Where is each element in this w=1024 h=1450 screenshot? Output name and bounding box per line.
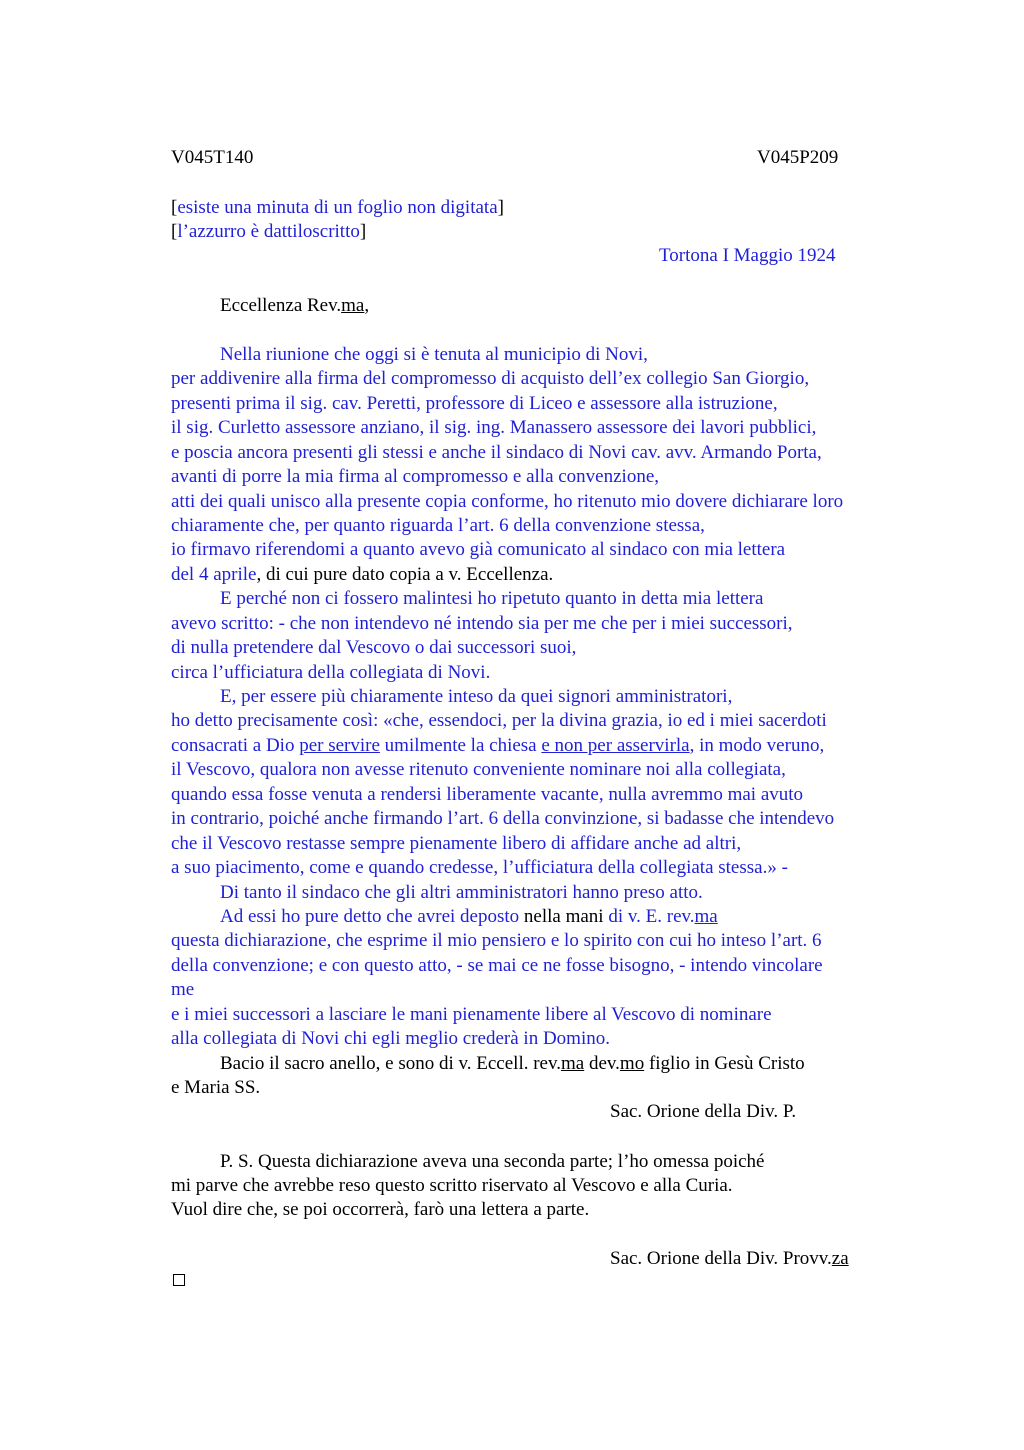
body-line: circa l’ufficiatura della collegiata di Novi. bbox=[171, 662, 491, 683]
body-line: atti dei quali unisco alla presente copia conforme, ho ritenuto mio dovere dichiarare loro bbox=[171, 491, 844, 512]
header-left-code: V045T140 bbox=[171, 147, 254, 168]
editor-note-1: [esiste una minuta di un foglio non digitata] bbox=[171, 197, 504, 218]
postscript-line: P. S. Questa dichiarazione aveva una seconda parte; l’ho omessa poiché bbox=[220, 1151, 765, 1172]
body-line: per addivenire alla firma del compromesso di acquisto dell’ex collegio San Giorgio, bbox=[171, 368, 810, 389]
letter-date: Tortona I Maggio 1924 bbox=[659, 245, 836, 266]
body-line: quando essa fosse venuta a rendersi liberamente vacante, nulla avremmo mai avuto bbox=[171, 784, 804, 805]
postscript-line: Vuol dire che, se poi occorrerà, farò una lettera a parte. bbox=[171, 1199, 590, 1220]
body-line: me bbox=[171, 979, 195, 1000]
body-line: avevo scritto: - che non intendevo né intendo sia per me che per i miei successori, bbox=[171, 613, 793, 634]
signature: Sac. Orione della Div. P. bbox=[610, 1101, 797, 1122]
body-line: avanti di porre la mia firma al compromesso e alla convenzione, bbox=[171, 466, 660, 487]
closing-line: Bacio il sacro anello, e sono di v. Eccell. rev.ma dev.mo figlio in Gesù Cristo bbox=[220, 1053, 805, 1074]
body-line: consacrati a Dio per servire umilmente la chiesa e non per asservirla, in modo veruno, bbox=[171, 735, 825, 756]
header-right-code: V045P209 bbox=[757, 147, 839, 168]
body-line: chiaramente che, per quanto riguarda l’art. 6 della convenzione stessa, bbox=[171, 515, 705, 536]
editor-note-2: [l’azzurro è dattiloscritto] bbox=[171, 221, 367, 242]
body-line: io firmavo riferendomi a quanto avevo già comunicato al sindaco con mia lettera bbox=[171, 539, 786, 560]
body-line: Nella riunione che oggi si è tenuta al municipio di Novi, bbox=[220, 344, 648, 365]
body-line: alla collegiata di Novi chi egli meglio crederà in Domino. bbox=[171, 1028, 610, 1049]
body-line: di nulla pretendere dal Vescovo o dai successori suoi, bbox=[171, 637, 577, 658]
body-line: e i miei successori a lasciare le mani pienamente libere al Vescovo di nominare bbox=[171, 1004, 772, 1025]
body-line: a suo piacimento, come e quando credesse, l’ufficiatura della collegiata stessa.» - bbox=[171, 857, 788, 878]
body-line: E, per essere più chiaramente inteso da quei signori amministratori, bbox=[220, 686, 733, 707]
body-line: in contrario, poiché anche firmando l’art. 6 della convinzione, si badasse che intendevo bbox=[171, 808, 835, 829]
postscript-line: mi parve che avrebbe reso questo scritto riservato al Vescovo e alla Curia. bbox=[171, 1175, 733, 1196]
body-line: E perché non ci fossero malintesi ho ripetuto quanto in detta mia lettera bbox=[220, 588, 764, 609]
body-line: della convenzione; e con questo atto, - se mai ce ne fosse bisogno, - intendo vincolare bbox=[171, 955, 823, 976]
body-line: presenti prima il sig. cav. Peretti, professore di Liceo e assessore alla istruzione, bbox=[171, 393, 778, 414]
end-mark-box-icon bbox=[173, 1274, 185, 1286]
body-line: e poscia ancora presenti gli stessi e anche il sindaco di Novi cav. avv. Armando Porta, bbox=[171, 442, 822, 463]
closing-line: e Maria SS. bbox=[171, 1077, 261, 1098]
body-line: il sig. Curletto assessore anziano, il sig. ing. Manassero assessore dei lavori pubblici, bbox=[171, 417, 817, 438]
salutation: Eccellenza Rev.ma, bbox=[220, 295, 370, 316]
postscript-signature: Sac. Orione della Div. Provv.za bbox=[610, 1248, 849, 1269]
body-line: Di tanto il sindaco che gli altri amministratori hanno preso atto. bbox=[220, 882, 703, 903]
body-line: questa dichiarazione, che esprime il mio pensiero e lo spirito con cui ho inteso l’art. 6 bbox=[171, 930, 822, 951]
body-line: Ad essi ho pure detto che avrei deposto nella mani di v. E. rev.ma bbox=[220, 906, 718, 927]
body-line: ho detto precisamente così: «che, essendoci, per la divina grazia, io ed i miei sacerdoti bbox=[171, 710, 827, 731]
body-line: il Vescovo, qualora non avesse ritenuto conveniente nominare noi alla collegiata, bbox=[171, 759, 786, 780]
body-line: che il Vescovo restasse sempre pienamente libero di affidare anche ad altri, bbox=[171, 833, 742, 854]
body-line: del 4 aprile, di cui pure dato copia a v. Eccellenza. bbox=[171, 564, 554, 585]
